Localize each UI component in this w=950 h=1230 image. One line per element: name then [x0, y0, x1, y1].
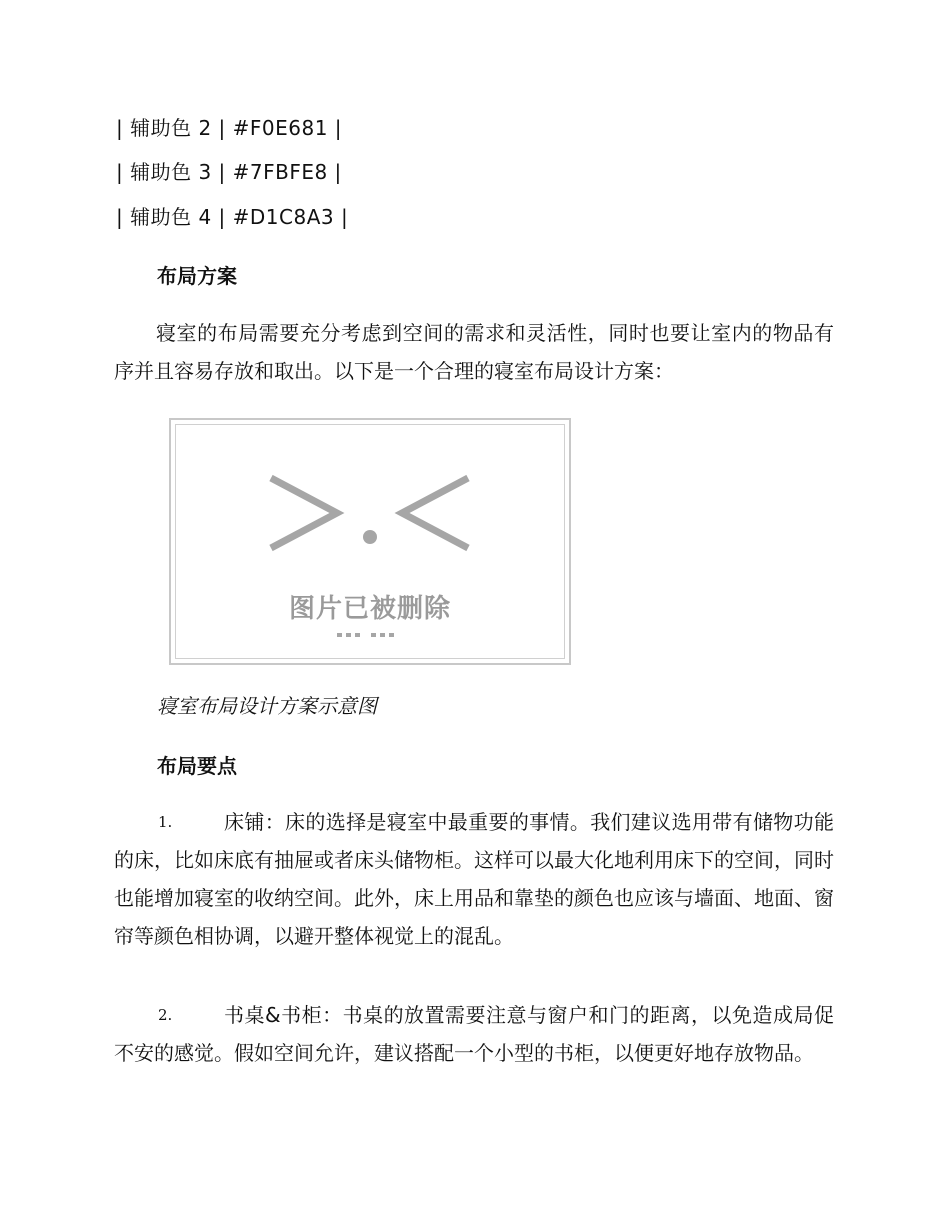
deleted-image-placeholder	[169, 418, 571, 665]
deleted-image-face-icon	[171, 420, 569, 663]
list-item-text: 书桌&书柜：书桌的放置需要注意与窗户和门的距离，以免造成局促不安的感觉。假如空间允许，建议搭配一个小型的书柜，以便更好地存放物品。	[114, 1003, 834, 1065]
list-item	[114, 996, 834, 1072]
color-table-row: | 辅助色 2 | #F0E681 |	[116, 116, 343, 140]
intro-paragraph: 寝室的布局需要充分考虑到空间的需求和灵活性，同时也要让室内的物品有序并且容易存放和取出。以下是一个合理的寝室布局设计方案：	[114, 321, 834, 383]
color-table-row: | 辅助色 3 | #7FBFE8 |	[116, 160, 342, 184]
list-item	[114, 803, 834, 955]
figure-caption: 寝室布局设计方案示意图	[157, 694, 377, 718]
section-heading-points: 布局要点	[157, 754, 237, 778]
section-heading-layout: 布局方案	[157, 264, 237, 288]
list-number: 2.	[158, 1006, 173, 1024]
list-number: 1.	[158, 813, 173, 831]
placeholder-label: 图片已被删除	[288, 594, 451, 624]
list-item-text: 床铺：床的选择是寝室中最重要的事情。我们建议选用带有储物功能的床，比如床底有抽屉或者床头储物柜。这样可以最大化地利用床下的空间，同时也能增加寝室的收纳空间。此外，床上用品和靠垫的颜色也应该与墙面、地面、窗帘等颜色相协调，以避开整体视觉上的混乱。	[114, 810, 834, 948]
color-table-row: | 辅助色 4 | #D1C8A3 |	[116, 205, 349, 229]
